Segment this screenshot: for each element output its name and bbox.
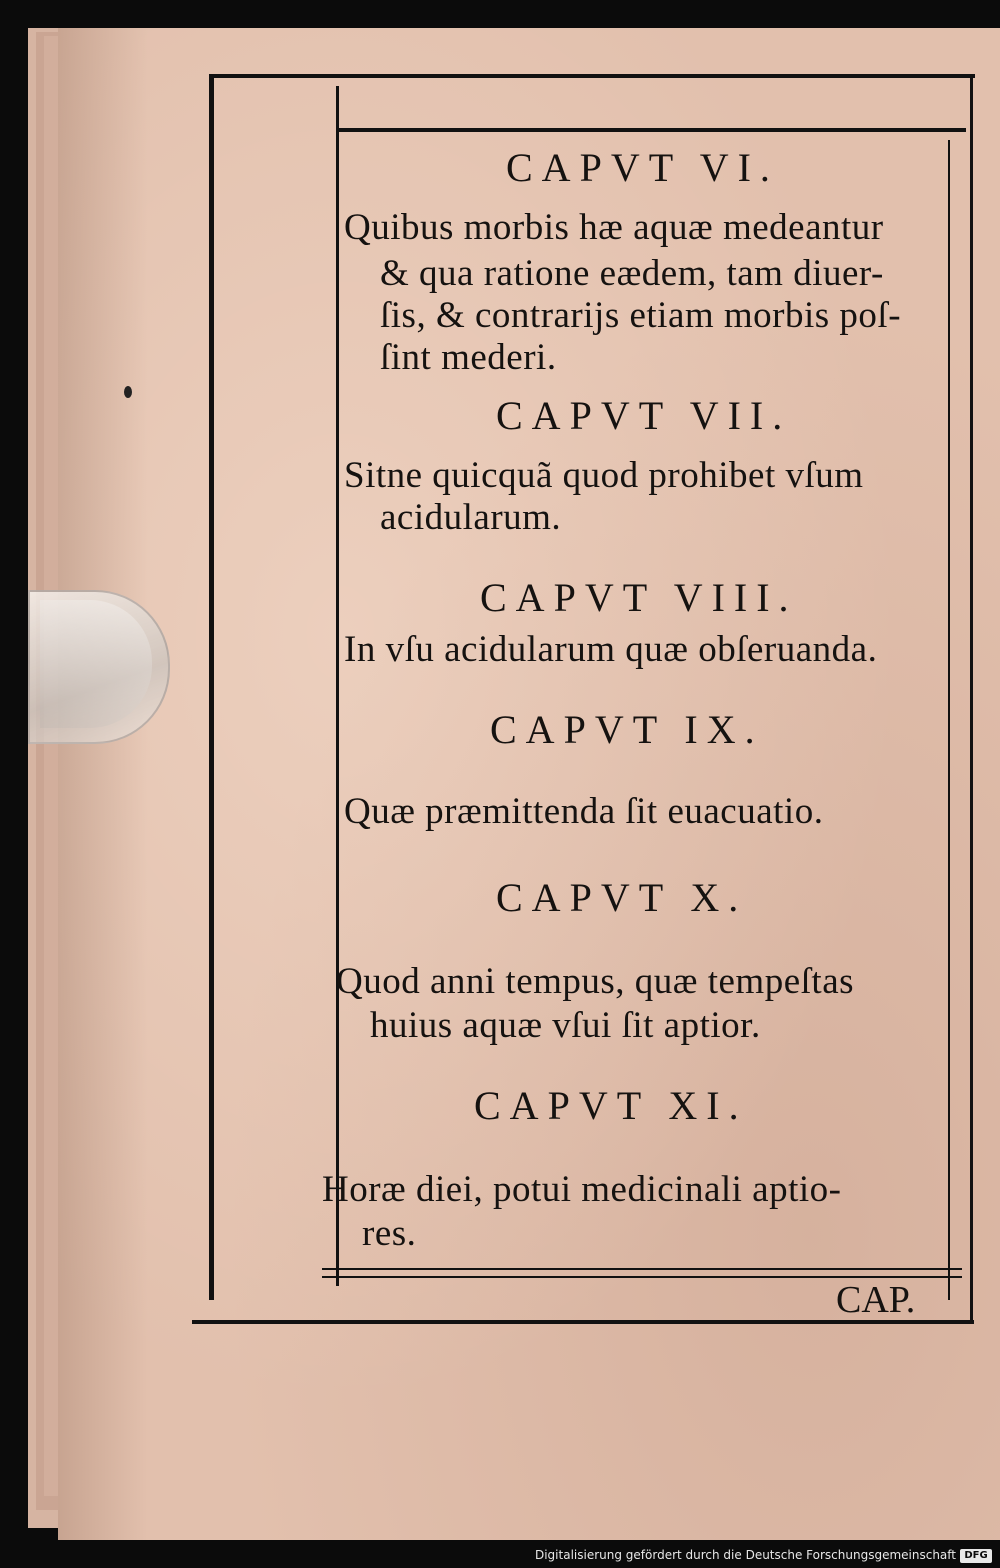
section-line: & qua ratione eædem, tam diuer- [380, 253, 884, 294]
section-line: Horæ diei, potui medicinali aptio- [322, 1169, 842, 1210]
section-line: ſis, & contrarijs etiam morbis poſ- [380, 295, 902, 336]
frame-right-rule [970, 74, 973, 1324]
section-line: Quod anni tempus, quæ tempeſtas [336, 961, 855, 1002]
section-heading: CAPVT VII. [496, 393, 792, 438]
frame-left-rule [209, 74, 214, 1300]
section-heading: CAPVT XI. [474, 1083, 748, 1128]
header-rule [336, 128, 966, 132]
ink-speck [124, 386, 132, 398]
section-line: huius aquæ vſui ſit aptior. [370, 1005, 761, 1046]
section-line: acidularum. [380, 497, 562, 538]
catchword: CAP. [836, 1279, 916, 1321]
section-line: res. [362, 1213, 417, 1254]
inner-right-rule [948, 140, 950, 1300]
inner-left-rule [336, 86, 339, 1286]
footer-rule-upper [322, 1268, 962, 1270]
section-heading: CAPVT X. [496, 875, 748, 920]
section-line: ſint mederi. [380, 337, 557, 378]
dfg-logo-icon: DFG [960, 1549, 992, 1563]
section-line: Sitne quicquã quod prohibet vſum [344, 455, 864, 496]
frame-top-rule [210, 74, 975, 78]
page-gutter-shadow [58, 28, 148, 1540]
section-heading: CAPVT IX. [490, 707, 764, 752]
section-line: In vſu acidularum quæ obſeruanda. [344, 629, 878, 670]
section-line: Quibus morbis hæ aquæ medeantur [344, 207, 884, 248]
section-line: Quæ præmittenda ſit euacuatio. [344, 791, 824, 832]
footer-credit: Digitalisierung gefördert durch die Deutsche Forschungsgemeinschaft [534, 1548, 956, 1562]
section-heading: CAPVT VIII. [480, 575, 798, 620]
section-heading: CAPVT VI. [506, 145, 779, 190]
